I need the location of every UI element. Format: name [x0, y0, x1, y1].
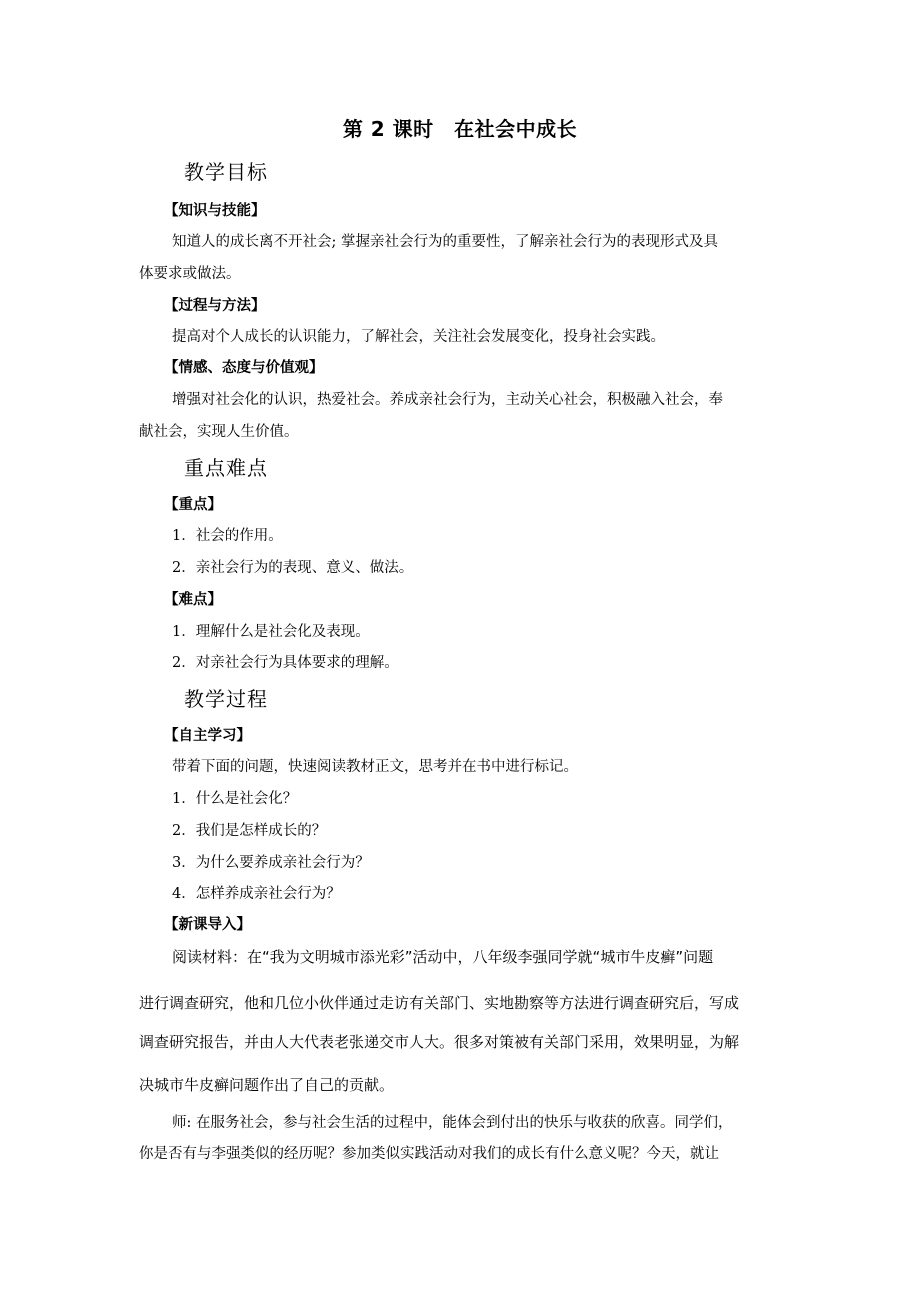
question-2: 2．我们是怎样成长的？	[172, 823, 327, 839]
reading-line4: 决城市牛皮癣问题作出了自己的贡献。	[139, 1076, 395, 1094]
page-title: 第 2 课时 在社会中成长	[342, 117, 578, 141]
reading-line2: 进行调查研究，他和几位小伙伴通过走访有关部门、实地勘察等方法进行调查研究后，写成	[139, 994, 740, 1012]
knowledge-text-line2: 体要求或做法。	[139, 266, 241, 282]
question-3: 3．为什么要养成亲社会行为？	[172, 855, 370, 871]
heading-teaching-process: 教学过程	[184, 687, 268, 711]
reading-line1: 阅读材料：在“我为文明城市添光彩”活动中，八年级李强同学就“城市牛皮癣”问题	[172, 948, 714, 966]
process-method-text: 提高对个人成长的认识能力，了解社会，关注社会发展变化，投身社会实践。	[172, 329, 665, 345]
teacher-line1: 师: 在服务社会，参与社会生活的过程中，能体会到付出的快乐与收获的欣喜。同学们，	[172, 1115, 733, 1131]
label-difficult: 【难点】	[164, 592, 222, 608]
heading-objectives: 教学目标	[184, 160, 268, 184]
label-knowledge: 【知识与技能】	[164, 203, 266, 219]
key-item-1: 1．社会的作用。	[172, 528, 283, 544]
teacher-line2: 你是否有与李强类似的经历呢？参加类似实践活动对我们的成长有什么意义呢？今天，就让	[139, 1146, 719, 1162]
label-key: 【重点】	[164, 497, 222, 513]
reading-line3: 调查研究报告，并由人大代表老张递交市人大。很多对策被有关部门采用，效果明显，为解	[139, 1033, 740, 1051]
label-emotion: 【情感、态度与价值观】	[164, 360, 324, 376]
question-4: 4．怎样养成亲社会行为？	[172, 886, 341, 902]
knowledge-text-line1: 知道人的成长离不开社会; 掌握亲社会行为的重要性，了解亲社会行为的表现形式及具	[172, 234, 718, 250]
emotion-text-line1: 增强对社会化的认识，热爱社会。养成亲社会行为，主动关心社会，积极融入社会，奉	[172, 392, 723, 408]
label-process-method: 【过程与方法】	[164, 298, 266, 314]
label-new-lesson-intro: 【新课导入】	[164, 917, 251, 933]
heading-key-points: 重点难点	[184, 456, 268, 480]
question-1: 1．什么是社会化？	[172, 791, 298, 807]
difficult-item-1: 1．理解什么是社会化及表现。	[172, 624, 370, 640]
emotion-text-line2: 献社会，实现人生价值。	[139, 424, 299, 440]
label-self-study: 【自主学习】	[164, 728, 251, 744]
key-item-2: 2．亲社会行为的表现、意义、做法。	[172, 560, 414, 576]
difficult-item-2: 2．对亲社会行为具体要求的理解。	[172, 655, 399, 671]
self-study-intro: 带着下面的问题，快速阅读教材正文，思考并在书中进行标记。	[172, 759, 578, 775]
